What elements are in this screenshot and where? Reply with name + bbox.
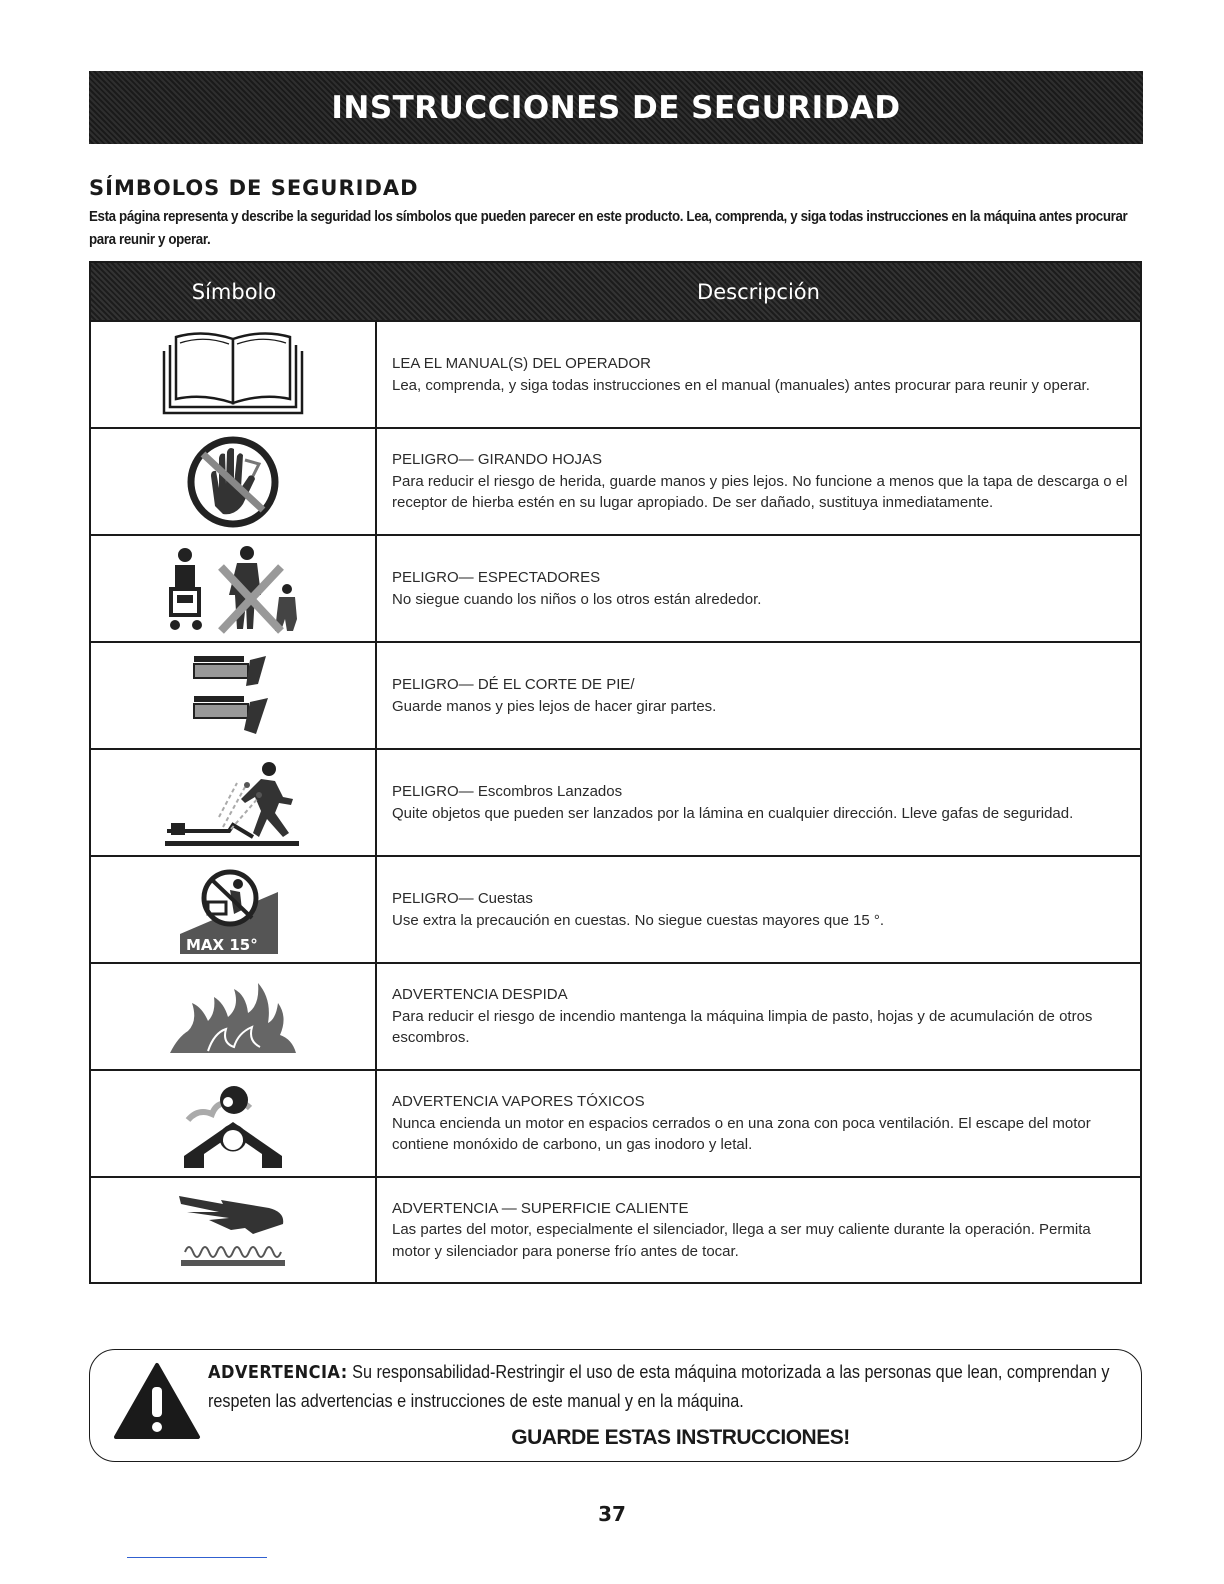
row-text: Guarde manos y pies lejos de hacer girar partes.: [392, 697, 717, 715]
table-row: [91, 748, 1140, 855]
warning-label: ADVERTENCIA:: [208, 1362, 348, 1383]
page-header-banner: [89, 71, 1143, 144]
slope-icon: [178, 864, 288, 956]
save-instructions: GUARDE ESTAS INSTRUCCIONES!: [511, 1426, 850, 1449]
section-intro: Esta página representa y describe la seguridad los símbolos que pueden parecer en este producto. Lea, comprenda, y siga todas instrucciones en la máquina antes procurar para reunir y operar.: [89, 209, 1128, 248]
row-title: PELIGRO— Escombros Lanzados: [392, 783, 623, 800]
row-title: ADVERTENCIA DESPIDA: [392, 986, 568, 1004]
bystanders-icon: [163, 543, 303, 635]
row-text: Use extra la precaución en cuestas. No siegue cuestas mayores que 15 °.: [392, 911, 885, 929]
row-title: PELIGRO— DÉ EL CORTE DE PIE/: [392, 676, 635, 693]
table-row: [91, 1176, 1140, 1282]
foot-cut-icon: [188, 650, 278, 742]
row-title: ADVERTENCIA VAPORES TÓXICOS: [392, 1093, 645, 1111]
row-text: Para reducir el riesgo de incendio mantenga la máquina limpia de pasto, hojas y de acumulación de otros escombros.: [392, 1007, 1093, 1047]
hot-surface-icon: [173, 1190, 293, 1270]
section-title: SÍMBOLOS DE SEGURIDAD: [89, 176, 419, 200]
row-text: No siegue cuando los niños o los otros están alrededor.: [392, 590, 762, 608]
row-text: Lea, comprenda, y siga todas instrucciones en el manual (manuales) antes procurar para reunir y operar.: [392, 376, 1090, 394]
warning-box: [89, 1349, 1142, 1462]
table-row: [91, 320, 1140, 427]
row-title: ADVERTENCIA — SUPERFICIE CALIENTE: [392, 1199, 689, 1217]
header-description: Descripción: [697, 279, 820, 304]
row-title: PELIGRO— GIRANDO HOJAS: [392, 451, 603, 469]
thrown-objects-icon: [163, 757, 303, 849]
table-header: [91, 263, 1140, 320]
fire-icon: [168, 977, 298, 1057]
row-text: Para reducir el riesgo de herida, guarde manos y pies lejos. No funcione a menos que la tapa de descarga o el receptor de hierba estén en su lugar apropiado. De ser dañado, sustituya inmediatamente.: [392, 472, 1128, 512]
warning-text: Su responsabilidad-Restringir el uso de esta máquina motorizada a las personas que lean, comprendan y respeten las advertencias e instrucciones de este manual y en la máquina.: [208, 1362, 1110, 1411]
page-title: INSTRUCCIONES DE SEGURIDAD: [331, 89, 901, 126]
operator-manual-book-icon: [158, 327, 308, 422]
rotating-blades-hand-icon: [185, 434, 281, 530]
table-row: [91, 641, 1140, 748]
page-number: 37: [598, 1502, 626, 1526]
safety-symbols-table: [89, 261, 1142, 1284]
table-row: [91, 855, 1140, 962]
slope-badge: MAX 15°: [186, 935, 258, 954]
row-text: Nunca encienda un motor en espacios cerrados o en una zona con poca ventilación. El escape del motor contiene monóxido de carbono, un gas inodoro y letal.: [392, 1114, 1091, 1154]
toxic-fumes-icon: [178, 1078, 288, 1170]
header-symbol: Símbolo: [191, 279, 277, 304]
row-title: PELIGRO— ESPECTADORES: [392, 569, 601, 586]
row-title: PELIGRO— Cuestas: [392, 890, 533, 907]
table-row: [91, 534, 1140, 641]
table-row: [91, 427, 1140, 534]
row-text: Quite objetos que pueden ser lanzados por la lámina en cualquier dirección. Lleve gafas de seguridad.: [392, 804, 1074, 822]
table-row: [91, 962, 1140, 1069]
table-row: [91, 1069, 1140, 1176]
row-title: LEA EL MANUAL(S) DEL OPERADOR: [392, 355, 651, 372]
row-text: Las partes del motor, especialmente el silenciador, llega a ser muy caliente durante la operación. Permita motor y silenciador para ponerse frío antes de tocar.: [392, 1221, 1091, 1260]
footer-line: [127, 1557, 267, 1558]
